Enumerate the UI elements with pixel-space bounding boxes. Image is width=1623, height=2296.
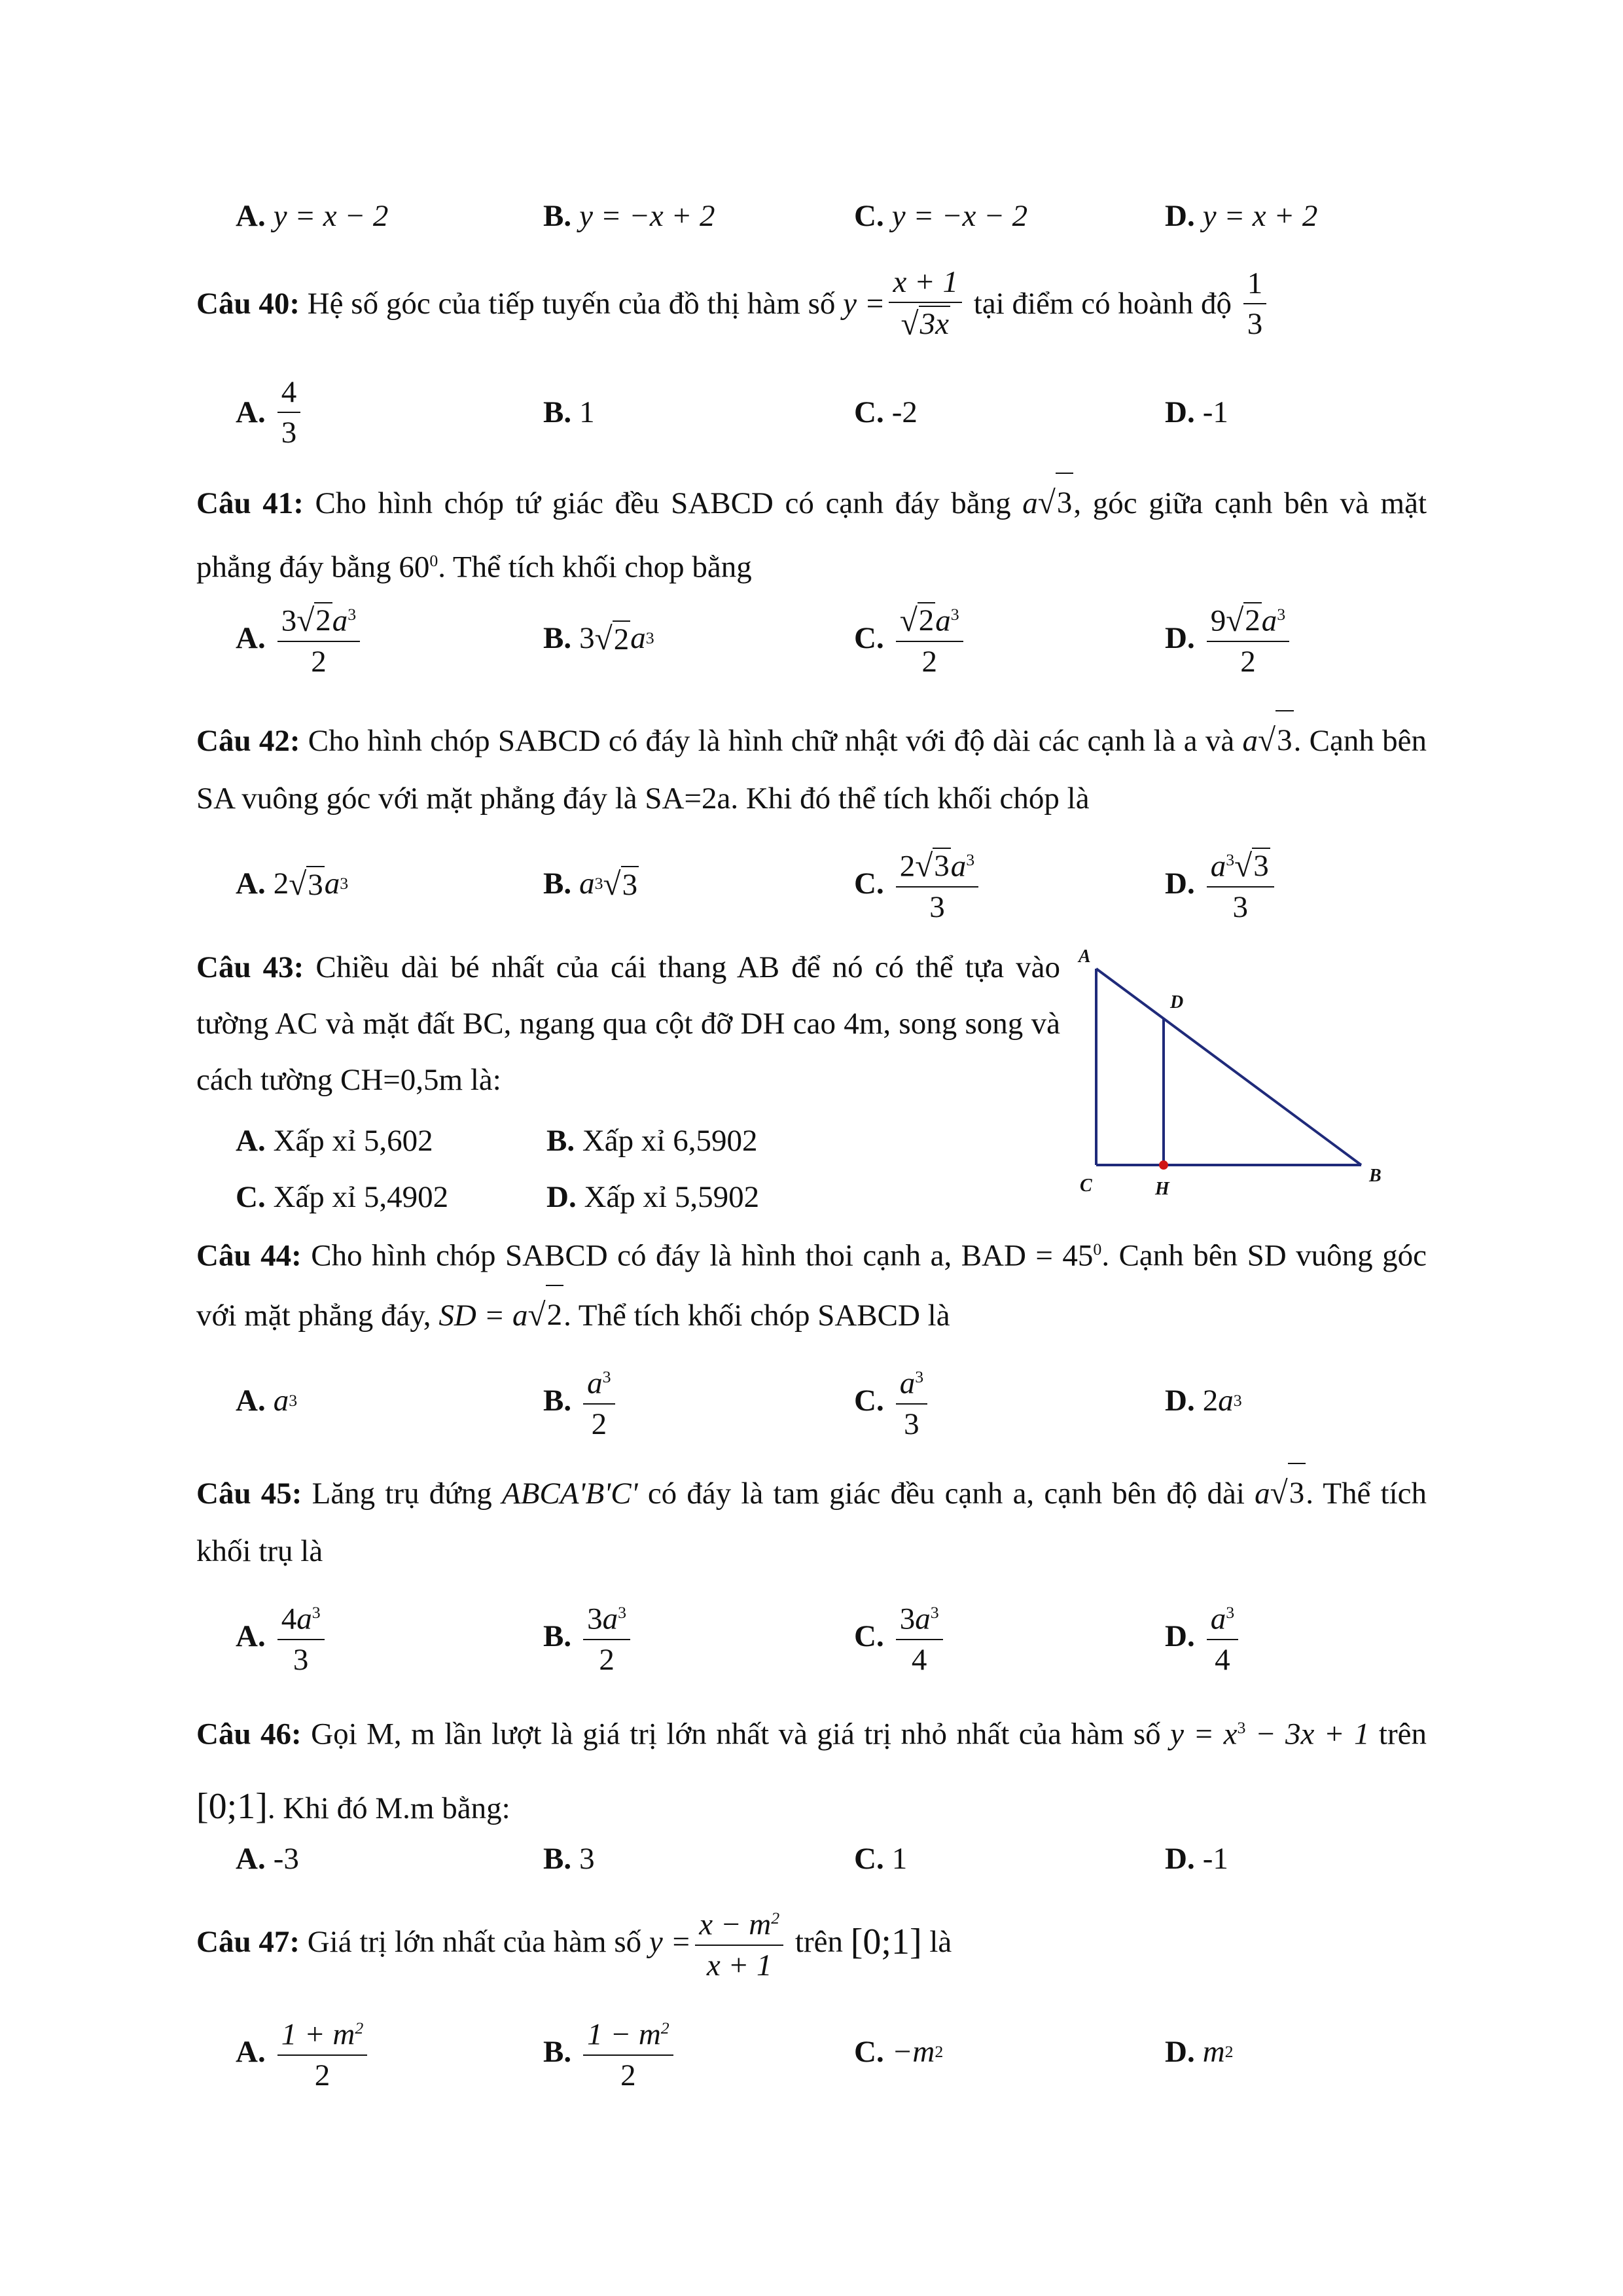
q41-option-c[interactable]: C. √ 2 $a^3$ 2 <box>854 599 967 677</box>
question-41: Câu 41: Cho hình chóp tứ giác đều SABCD có cạnh đáy bằng a √ 3 , góc giữa cạnh bên và mặt phẳng đáy bằng $60^0$. Thể tích khối chop bằng <box>196 473 1427 596</box>
q47-option-a[interactable]: A. $\frac{1 + m^2}{2}$ <box>236 2013 371 2091</box>
question-44: Câu 44: Cho hình chóp SABCD có đáy là hình thoi cạnh a, BAD = $45^0$. Cạnh bên SD vuông góc với mặt phẳng đáy, SD = a √ 2 . Thể tích khối chóp SABCD là <box>196 1221 1427 1344</box>
q44-options <box>236 1361 1466 1440</box>
q46-option-d[interactable]: D. -1 <box>1165 1842 1228 1876</box>
label-d: D <box>1170 992 1184 1013</box>
q44-option-a[interactable]: A. a 3 <box>236 1384 298 1418</box>
label-c: C <box>1080 1175 1092 1196</box>
q43-option-a[interactable]: A. Xấp xỉ 5,602 <box>236 1124 433 1158</box>
q43-option-c[interactable]: C. Xấp xỉ 5,4902 <box>236 1180 449 1214</box>
ladder-figure <box>1067 942 1394 1204</box>
label-a: A <box>1079 946 1091 967</box>
q42-option-b[interactable]: B. a 3 √ 3 <box>543 865 638 902</box>
question-43: Câu 43: Chiều dài bé nhất của cái thang AB để nó có thể tựa vào tường AC và mặt đất BC, ngang qua cột đỡ DH cao 4m, song song và cách tường CH=0,5m là: <box>196 950 1061 1097</box>
q43-options <box>236 1113 1054 1225</box>
q46-options <box>236 1820 1466 1898</box>
q43-option-d[interactable]: D. Xấp xỉ 5,5902 <box>546 1180 760 1214</box>
q47-option-b[interactable]: B. $\frac{1 - m^2}{2}$ <box>543 2013 677 2091</box>
option-c[interactable]: C. y = −x − 2 <box>854 199 1028 233</box>
q40-option-a[interactable]: A. $\frac{4}{3}$ <box>236 373 304 452</box>
q45-option-b[interactable]: B. $\frac{3a^3}{2}$ <box>543 1597 634 1676</box>
ladder-ab <box>1096 969 1361 1165</box>
q43-option-b[interactable]: B. Xấp xỉ 6,5902 <box>546 1124 758 1158</box>
q46-option-c[interactable]: C. 1 <box>854 1842 908 1876</box>
q41-option-d[interactable]: D. 9 √ 2 $a^3$ 2 <box>1165 599 1293 677</box>
q47-option-d[interactable]: D. m 2 <box>1165 2035 1234 2069</box>
q45-option-a[interactable]: A. $\frac{4a^3}{3}$ <box>236 1597 329 1676</box>
question-40: Câu 40: Hệ số góc của tiếp tuyến của đồ thị hàm số y = x + 1 √ 3x tại điểm có hoành độ $\frac{1}{3}$ <box>196 265 1427 342</box>
q41-option-b[interactable]: B. 3 √ 2 a 3 <box>543 620 654 656</box>
q45-options <box>236 1597 1466 1676</box>
q42-option-c[interactable]: C. 2 √ 3 $a^3$ 3 <box>854 844 982 923</box>
q40-option-d[interactable]: D. -1 <box>1165 395 1228 429</box>
label-h: H <box>1155 1179 1169 1199</box>
option-b[interactable]: B. y = −x + 2 <box>543 199 715 233</box>
q40-options <box>236 373 1466 452</box>
q42-option-a[interactable]: A. 2 √ 3 a 3 <box>236 865 349 902</box>
q40-option-c[interactable]: C. -2 <box>854 395 918 429</box>
q42-option-d[interactable]: D. $a^3$ √ 3 3 <box>1165 844 1278 923</box>
option-a[interactable]: A. y = x − 2 <box>236 199 389 233</box>
question-47: Câu 47: Giá trị lớn nhất của hàm số y = $\frac{x - m^2}{x + 1}$ trên [0;1] là <box>196 1901 1427 1982</box>
q44-option-d[interactable]: D. 2 a 3 <box>1165 1384 1242 1418</box>
option-d[interactable]: D. y = x + 2 <box>1165 199 1318 233</box>
q46-option-a[interactable]: A. -3 <box>236 1842 299 1876</box>
q42-options <box>236 844 1466 923</box>
question-45: Câu 45: Lăng trụ đứng ABCA'B'C' có đáy là tam giác đều cạnh a, cạnh bên độ dài a √ 3 . Thể tích khối trụ là <box>196 1463 1427 1580</box>
label-b: B <box>1369 1166 1382 1186</box>
q44-option-b[interactable]: B. $\frac{a^3}{2}$ <box>543 1361 619 1440</box>
q41-option-a[interactable]: A. 3 √ 2 $a^3$ 2 <box>236 599 364 677</box>
q47-option-c[interactable]: C. −m 2 <box>854 2035 944 2069</box>
q47-options <box>236 2013 1466 2091</box>
question-46: Câu 46: Gọi M, m lần lượt là giá trị lớn nhất và giá trị nhỏ nhất của hàm số $y = x^3 - 3x + 1$ trên [0;1]. Khi đó M.m bằng: <box>196 1717 1427 1827</box>
q44-option-c[interactable]: C. $\frac{a^3}{3}$ <box>854 1361 931 1440</box>
prev-options-row <box>236 177 1466 255</box>
q45-option-d[interactable]: D. $\frac{a^3}{4}$ <box>1165 1597 1242 1676</box>
q46-option-b[interactable]: B. 3 <box>543 1842 595 1876</box>
q41-options <box>236 599 1466 677</box>
point-h <box>1159 1160 1168 1170</box>
q40-option-b[interactable]: B. 1 <box>543 395 595 429</box>
question-42: Câu 42: Cho hình chóp SABCD có đáy là hình chữ nhật với độ dài các cạnh là a và a √ 3 . Cạnh bên SA vuông góc với mặt phẳng đáy là SA=2a. Khi đó thể tích khối chóp là <box>196 710 1427 827</box>
q45-option-c[interactable]: C. $\frac{3a^3}{4}$ <box>854 1597 947 1676</box>
